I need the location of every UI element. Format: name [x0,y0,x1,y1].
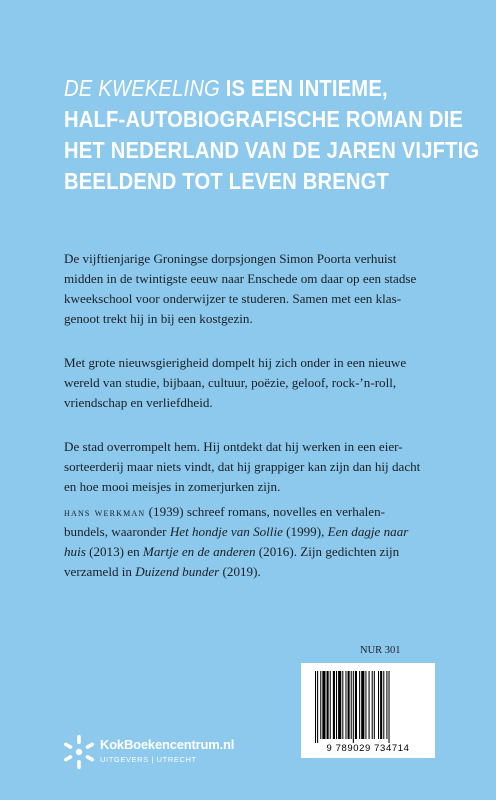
barcode-bar [333,671,335,739]
barcode-bar [383,671,384,739]
barcode-bar [372,671,373,739]
barcode-bar [380,671,382,739]
barcode-bar [338,671,341,739]
headline-line-3: HET NEDERLAND VAN DE JAREN VIJFTIG [64,137,480,163]
publisher-name: KokBoekencentrum.nl [100,737,235,752]
barcode-bar [361,671,364,739]
barcode-bar [317,671,318,743]
nur-code: NUR 301 [360,645,401,656]
blurb [64,249,436,521]
headline [64,73,480,197]
barcode-bars [315,671,421,743]
barcode-bar [330,671,331,739]
barcode-bar [353,671,354,743]
blurb-paragraph-2: Met grote nieuwsgierigheid dompelt hij zich onder in een nieuwe wereld van studie, bijbaan, cultuur, poëzie, geloof, rock-’n-roll, vriendschap en verliefdheid. [64,355,407,410]
barcode-bar [389,671,390,743]
barcode-bar [322,671,325,739]
barcode-bar [315,671,316,743]
barcode-bar [378,671,379,739]
barcode-bar [359,671,360,739]
barcode-bar [351,671,352,739]
barcode-bar [320,671,321,739]
publisher-subtitle: UITGEVERS | UTRECHT [100,755,197,764]
headline-line-2: HALF-AUTOBIOGRAFISCHE ROMAN DIE [64,106,464,132]
barcode-bar [348,671,350,739]
author-name: hans werkman [64,505,146,519]
barcode-bar [345,671,346,739]
blurb-paragraph-1: De vijftienjarige Groningse dorpsjongen Simon Poorta verhuist midden in de twintigste eeuw naar Enschede om daar op een stadse kweekschool voor onderwijzer te studeren. Samen met een klas- genoot trekt hij in bij een kostgezin. [64,251,417,326]
isbn-number: 9 789029 734714 [326,743,410,754]
barcode-bar [355,671,357,739]
kok-logo-icon [62,732,96,772]
book-title: DE KWEKELING [64,75,220,101]
publisher-logo [62,732,272,772]
barcode [301,663,435,758]
barcode-bar [365,671,366,739]
barcode-bar [374,671,375,739]
blurb-paragraph-3: De stad overrompelt hem. Hij ontdekt dat hij werken in een eier- sorteerderij maar niets vindt, dat hij grappiger kan zijn dan hij dacht en hoe mooi meisjes in zomerjurken zijn. [64,439,421,494]
barcode-bar [327,671,329,739]
barcode-bar [386,671,387,739]
headline-line-4: BEELDEND TOT LEVEN BRENGT [64,168,390,194]
headline-line-1: DE KWEKELING IS EEN INTIEME, [64,75,388,101]
author-bio: hans werkman (1939) schreef romans, novelles en verhalen- bundels, waaronder Het hondje van Sollie (1999), Een dagje naar huis (2013) en Martje en de anderen (2016). Zijn gedichten zijn verzameld in Duizend bunder (2019). [64,504,409,579]
barcode-bar [342,671,343,739]
barcode-bar [369,671,370,739]
barcode-bar [336,671,337,739]
